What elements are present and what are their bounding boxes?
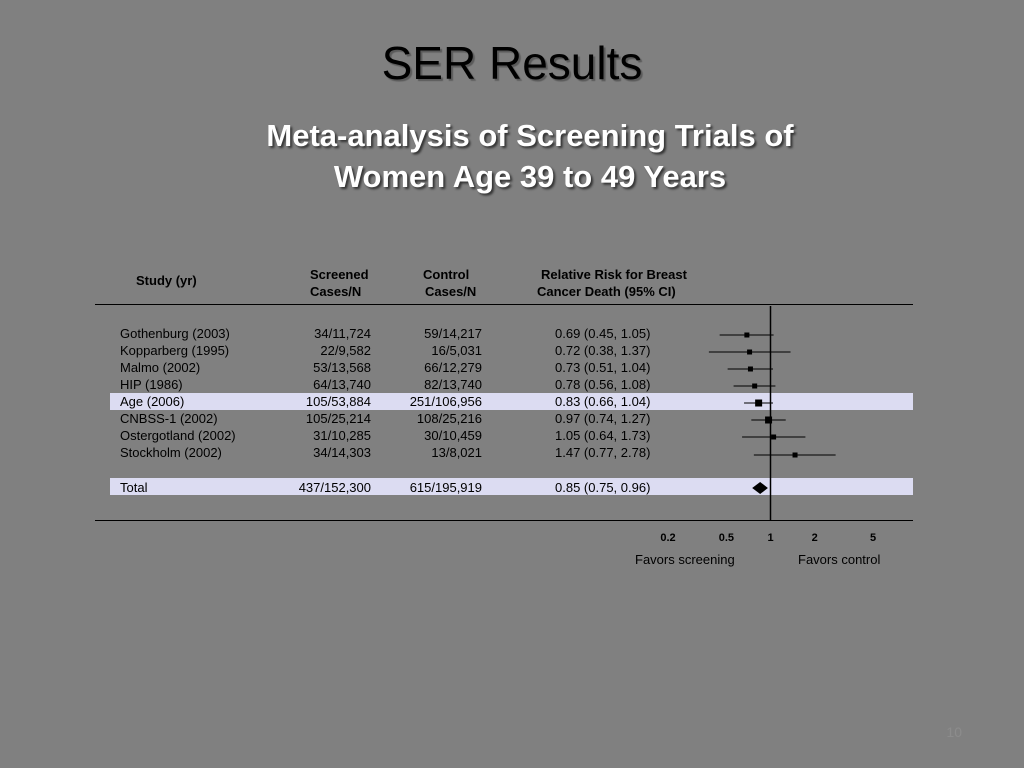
cell-relative-risk: 0.69 (0.45, 1.05) — [555, 326, 651, 341]
header-rr-line1: Relative Risk for Breast — [541, 267, 687, 282]
cell-relative-risk: 0.78 (0.56, 1.08) — [555, 377, 651, 392]
cell-screened: 64/13,740 — [313, 377, 371, 392]
point-estimate — [744, 333, 749, 338]
x-tick-label: 1 — [767, 532, 774, 544]
cell-study: CNBSS-1 (2002) — [120, 411, 218, 426]
cell-study: Malmo (2002) — [120, 360, 201, 375]
point-estimate — [793, 453, 798, 458]
cell-control: 30/10,459 — [424, 428, 482, 443]
cell-screened: 105/53,884 — [305, 394, 371, 409]
cell-study: HIP (1986) — [120, 377, 183, 392]
slide-title: SER Results — [381, 37, 643, 89]
x-tick-label: 5 — [869, 532, 877, 544]
x-tick-label: 2 — [811, 532, 818, 544]
cell-relative-risk: 0.72 (0.38, 1.37) — [555, 343, 651, 358]
cell-screened: 53/13,568 — [313, 360, 371, 375]
cell-relative-risk: 0.73 (0.51, 1.04) — [555, 360, 651, 375]
cell-study: Gothenburg (2003) — [120, 326, 230, 341]
cell-control: 82/13,740 — [424, 377, 482, 392]
cell-relative-risk: 0.85 (0.75, 0.96) — [555, 480, 651, 495]
header-study: Study (yr) — [136, 273, 197, 288]
subtitle-line-2: Women Age 39 to 49 Years — [333, 159, 727, 194]
slide-number: 10 — [946, 724, 962, 740]
point-estimate — [747, 350, 752, 355]
header-control-line1: Control — [423, 267, 470, 282]
cell-study: Age (2006) — [120, 394, 185, 409]
cell-control: 59/14,217 — [424, 326, 482, 341]
cell-study: Stockholm (2002) — [120, 445, 222, 460]
header-screened-line1: Screened — [310, 267, 369, 282]
cell-control: 251/106,956 — [409, 394, 482, 409]
point-estimate — [752, 384, 757, 389]
cell-screened: 22/9,582 — [320, 343, 371, 358]
cell-control: 16/5,031 — [431, 343, 482, 358]
header-rr-line2: Cancer Death (95% CI) — [537, 284, 676, 299]
subtitle-line-1: Meta-analysis of Screening Trials of — [266, 118, 794, 153]
point-estimate — [748, 367, 753, 372]
cell-control: 108/25,216 — [416, 411, 482, 426]
cell-relative-risk: 0.83 (0.66, 1.04) — [555, 394, 651, 409]
pooled-diamond — [752, 482, 768, 494]
cell-study: Kopparberg (1995) — [120, 343, 230, 358]
cell-relative-risk: 1.05 (0.64, 1.73) — [555, 428, 651, 443]
cell-screened: 437/152,300 — [298, 480, 371, 495]
cell-relative-risk: 0.97 (0.74, 1.27) — [555, 411, 651, 426]
point-estimate — [771, 435, 776, 440]
cell-screened: 31/10,285 — [313, 428, 371, 443]
cell-screened: 105/25,214 — [305, 411, 371, 426]
x-tick-label: 0.2 — [660, 532, 676, 544]
header-control-line2: Cases/N — [425, 284, 477, 299]
cell-screened: 34/11,724 — [314, 326, 371, 341]
point-estimate — [765, 417, 772, 424]
cell-study: Total — [120, 480, 148, 495]
header-screened-line2: Cases/N — [310, 284, 362, 299]
cell-control: 13/8,021 — [431, 445, 482, 460]
cell-screened: 34/14,303 — [313, 445, 371, 460]
cell-control: 66/12,279 — [424, 360, 482, 375]
x-tick-label: 0.5 — [718, 532, 735, 544]
point-estimate — [755, 400, 762, 407]
favors-control-label: Favors control — [798, 552, 881, 567]
favors-screening-label: Favors screening — [635, 552, 735, 567]
cell-control: 615/195,919 — [409, 480, 482, 495]
cell-study: Ostergotland (2002) — [120, 428, 236, 443]
cell-relative-risk: 1.47 (0.77, 2.78) — [555, 445, 651, 460]
